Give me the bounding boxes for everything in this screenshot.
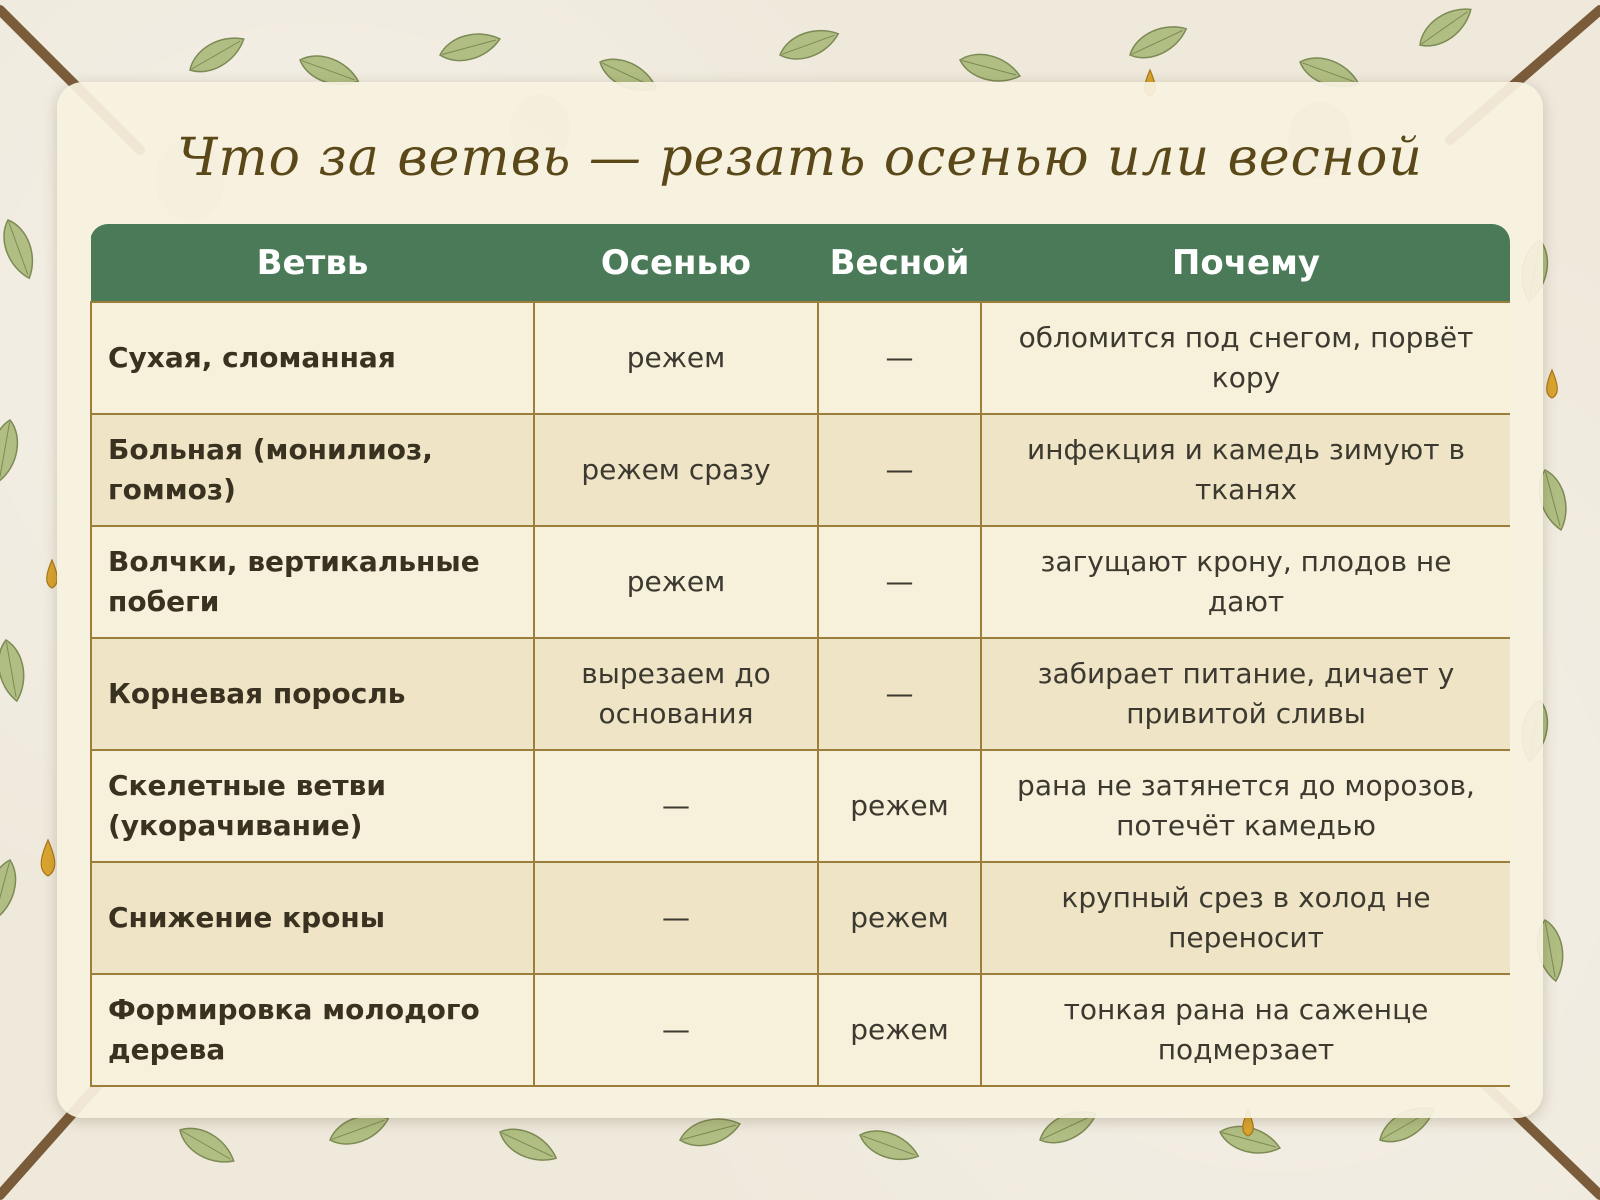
cell-branch: Волчки, вертикальные побеги bbox=[91, 526, 534, 638]
cell-why: загущают крону, плодов не дают bbox=[981, 526, 1510, 638]
cell-spring: — bbox=[818, 526, 981, 638]
cell-autumn: режем сразу bbox=[534, 414, 818, 526]
cell-branch: Корневая поросль bbox=[91, 638, 534, 750]
cell-why: инфекция и камедь зимуют в тканях bbox=[981, 414, 1510, 526]
table-row bbox=[91, 974, 1510, 1086]
cell-branch: Сухая, сломанная bbox=[91, 302, 534, 414]
cell-autumn: вырезаем до основания bbox=[534, 638, 818, 750]
pruning-table bbox=[90, 224, 1510, 1087]
table-row bbox=[91, 526, 1510, 638]
cell-branch: Снижение кроны bbox=[91, 862, 534, 974]
table-row bbox=[91, 750, 1510, 862]
cell-autumn: — bbox=[534, 750, 818, 862]
cell-autumn: режем bbox=[534, 526, 818, 638]
header-autumn: Осенью bbox=[600, 242, 752, 283]
cell-autumn: — bbox=[534, 862, 818, 974]
table-header-row bbox=[91, 224, 1510, 302]
cell-why: крупный срез в холод не переносит bbox=[981, 862, 1510, 974]
cell-autumn: — bbox=[534, 974, 818, 1086]
cell-spring: — bbox=[818, 302, 981, 414]
cell-spring: — bbox=[818, 414, 981, 526]
header-why: Почему bbox=[1171, 242, 1321, 283]
cell-spring: режем bbox=[818, 750, 981, 862]
cell-branch: Скелетные ветви (укорачивание) bbox=[91, 750, 534, 862]
cell-why: тонкая рана на саженце подмерзает bbox=[981, 974, 1510, 1086]
cell-why: обломится под снегом, порвёт кору bbox=[981, 302, 1510, 414]
table-row bbox=[91, 638, 1510, 750]
page-title: Что за ветвь — резать осенью или весной bbox=[177, 128, 1423, 188]
table-row bbox=[91, 414, 1510, 526]
cell-autumn: режем bbox=[534, 302, 818, 414]
header-spring: Весной bbox=[829, 242, 970, 283]
cell-why: забирает питание, дичает у привитой сливы bbox=[981, 638, 1510, 750]
cell-spring: — bbox=[818, 638, 981, 750]
header-branch: Ветвь bbox=[256, 242, 369, 283]
cell-branch: Больная (монилиоз, гоммоз) bbox=[91, 414, 534, 526]
table-row bbox=[91, 302, 1510, 414]
table-row bbox=[91, 862, 1510, 974]
cell-why: рана не затянется до морозов, потечёт камедью bbox=[981, 750, 1510, 862]
cell-spring: режем bbox=[818, 974, 981, 1086]
cell-branch: Формировка молодого дерева bbox=[91, 974, 534, 1086]
cell-spring: режем bbox=[818, 862, 981, 974]
